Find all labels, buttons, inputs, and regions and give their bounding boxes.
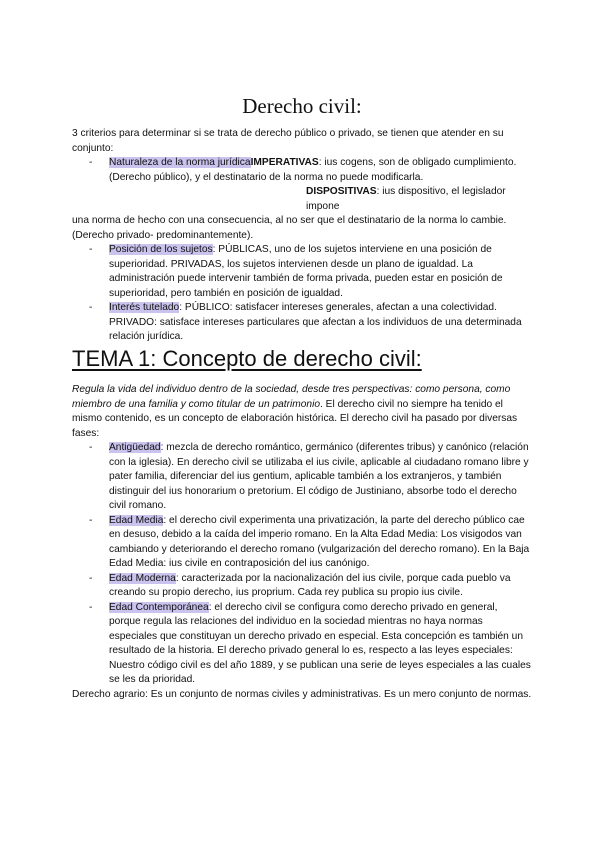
bullet-dash: - xyxy=(89,244,93,255)
highlight-label: Edad Moderna xyxy=(109,572,176,584)
intro-section xyxy=(72,127,532,345)
highlight-label: Antigüedad xyxy=(109,442,161,453)
paragraph-text: . El derecho civil no siempre ha tenido el mismo contenido, es un concepto de elaboración histórica. El derecho civil ha pasado por diversas fases: xyxy=(72,398,518,439)
list-text: : ius cogens, son de obligado cumplimiento. (Derecho público), y el destinatario de la norma no puede modificarla. xyxy=(109,157,517,183)
list-item xyxy=(72,156,532,214)
list-item xyxy=(72,301,532,345)
highlight-label: Posición de los sujetos xyxy=(109,244,213,255)
list-item xyxy=(72,514,532,572)
italic-text: Regula la vida del individuo dentro de la sociedad, desde tres perspectivas: como persona, como miembro de una familia y como titular de un patrimonio xyxy=(72,384,511,410)
list-item xyxy=(72,572,532,601)
closing-paragraph: Derecho agrario: Es un conjunto de normas civiles y administrativas. Es un mero conjunto de normas. xyxy=(72,688,532,700)
highlight-label: Naturaleza de la norma jurídica xyxy=(109,157,251,168)
highlight-label: Edad Contemporánea xyxy=(109,601,209,613)
list-text: : mezcla de derecho romántico, germánico (diferentes tribus) y canónico (relación con la iglesia). En derecho civil se utilizaba el ius civile, aplicable al ciudadano romano libre y pater familia, diferenciar del ius gentium, aplicable también a los extranjeros, y también distinguir del ius honorarium o pretorium. El código de Justiniano, absorbe todo el derecho civil romano. xyxy=(109,442,529,511)
bullet-dash: - xyxy=(89,442,93,453)
bullet-dash: - xyxy=(89,601,93,613)
list-text: : PÚBLICAS, uno de los sujetos interviene en una posición de superioridad. PRIVADAS, los sujetos intervienen desde un plano de igualdad. La administración puede intervenir también de forma privada, pueden estar en posición de superioridad, pero también en posición de igualdad. xyxy=(109,244,503,299)
list-item xyxy=(72,441,532,514)
list-item xyxy=(72,243,532,301)
dispositivas-line xyxy=(109,185,532,214)
highlight-label: Interés tutelado xyxy=(109,302,180,313)
intro-paragraph: 3 criterios para determinar si se trata de derecho público o privado, se tienen que atender en su conjunto: xyxy=(72,128,504,154)
bullet-dash: - xyxy=(89,572,93,584)
page-title: Derecho civil: xyxy=(242,94,362,118)
bold-term: DISPOSITIVAS xyxy=(306,186,377,197)
list-text: : ius dispositivo, el legislador impone xyxy=(306,186,506,212)
bullet-dash: - xyxy=(89,514,93,526)
list-text: : el derecho civil experimenta una privatización, la parte del derecho público cae en desuso, debido a la caída del imperio romano. En la Alta Edad Media: Los visigodos van cambiando y deteriorando el derecho romano (vulgarización del derecho romano). En la Baja Edad Media: ius civile en contraposición del ius canónigo. xyxy=(109,514,530,569)
tema-section xyxy=(72,383,532,702)
bullet-dash: - xyxy=(89,302,93,313)
section-heading: TEMA 1: Concepto de derecho civil: xyxy=(72,346,422,371)
bullet-dash: - xyxy=(89,157,93,168)
list-item xyxy=(72,601,532,688)
list-text: : caracterizada por la nacionalización del ius civile, porque cada pueblo va creando su propio derecho, ius proprium. Cada rey publica su propio ius civile. xyxy=(109,572,511,598)
list-text: : PÚBLICO: satisfacer intereses generales, afectan a una colectividad. PRIVADO: satisface intereses particulares que afectan a los individuos de una determinada relación jurídica. xyxy=(109,302,522,342)
tema-intro-paragraph xyxy=(72,383,532,441)
list-text: : el derecho civil se configura como derecho privado en general, porque regula las relaciones del individuo en la sociedad mientras no haya normas especiales que constituyan un derecho privado en especial. Esta concepción es también un resultado de la historia. El derecho privado general lo es, respecto a las leyes especiales: Nuestro código civil es del año 1889, y se publican una serie de leyes especiales a las cuales se les da prioridad. xyxy=(109,601,531,685)
continuation-paragraph: una norma de hecho con una consecuencia, al no ser que el destinatario de la norma lo cambie. (Derecho privado- predominantemente). xyxy=(72,215,507,241)
bold-term: IMPERATIVAS xyxy=(250,157,319,168)
highlight-label: Edad Media xyxy=(109,514,164,526)
